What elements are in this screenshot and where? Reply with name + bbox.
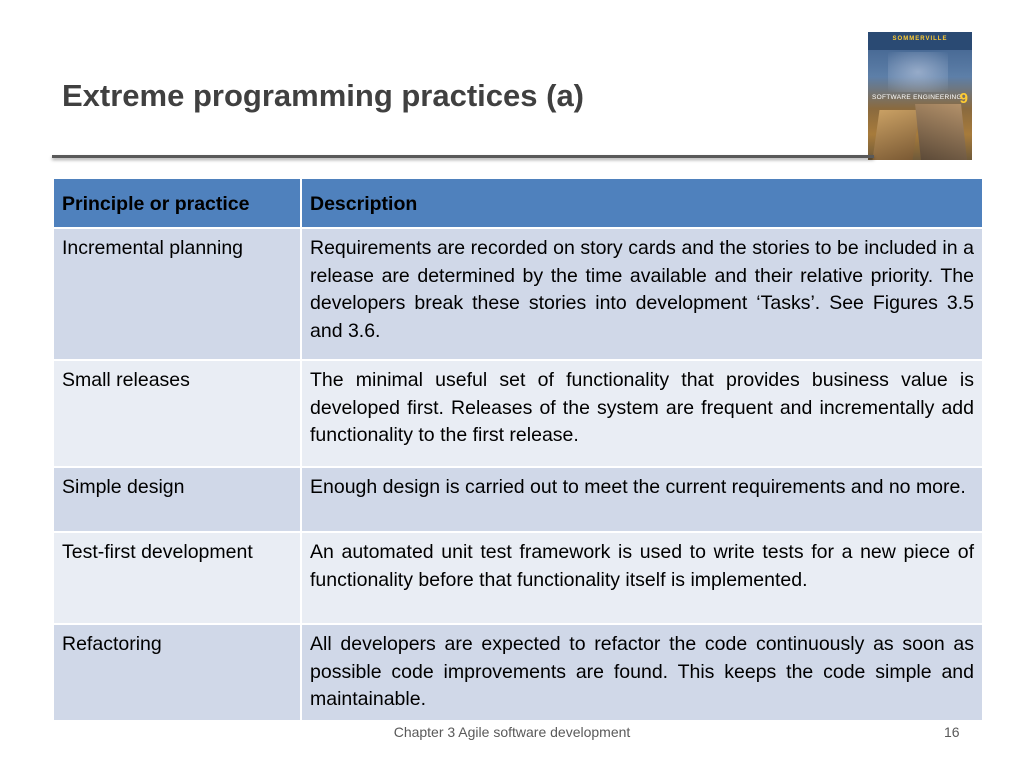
header-practice: Principle or practice <box>53 178 301 228</box>
practice-cell: Simple design <box>53 467 301 532</box>
book-cover-building-left <box>872 110 919 160</box>
book-cover-shine <box>888 52 948 92</box>
practice-cell: Small releases <box>53 360 301 467</box>
book-cover-image <box>868 32 972 160</box>
book-cover-title: SOFTWARE ENGINEERING <box>872 94 962 101</box>
table-header-row <box>53 178 983 228</box>
header-description: Description <box>301 178 983 228</box>
slide-title: Extreme programming practices (a) <box>62 78 585 113</box>
title-divider <box>52 155 874 158</box>
practice-cell: Test-first development <box>53 532 301 624</box>
description-cell: An automated unit test framework is used to write tests for a new piece of functionality before that functionality itself is implemented. <box>301 532 983 624</box>
description-cell: Requirements are recorded on story cards and the stories to be included in a release are determined by the time available and their relative priority. The developers break these stories into development ‘Tasks’. See Figures 3.5 and 3.6. <box>301 228 983 360</box>
book-cover-author: SOMMERVILLE <box>892 36 948 42</box>
book-cover-edition: 9 <box>959 90 968 107</box>
description-cell: The minimal useful set of functionality that provides business value is developed first. Releases of the system are frequent and incrementally add functionality to the first release. <box>301 360 983 467</box>
practice-cell: Refactoring <box>53 624 301 721</box>
practices-table <box>52 177 984 722</box>
table-row <box>53 228 983 360</box>
table-row <box>53 360 983 467</box>
book-cover-building-right <box>915 104 967 160</box>
table-row <box>53 467 983 532</box>
page-number: 16 <box>944 724 960 740</box>
description-cell: Enough design is carried out to meet the current requirements and no more. <box>301 467 983 532</box>
description-cell: All developers are expected to refactor the code continuously as soon as possible code improvements are found. This keeps the code simple and maintainable. <box>301 624 983 721</box>
table-row <box>53 532 983 624</box>
practice-cell: Incremental planning <box>53 228 301 360</box>
table-row <box>53 624 983 721</box>
slide-footer: Chapter 3 Agile software development <box>393 724 631 740</box>
